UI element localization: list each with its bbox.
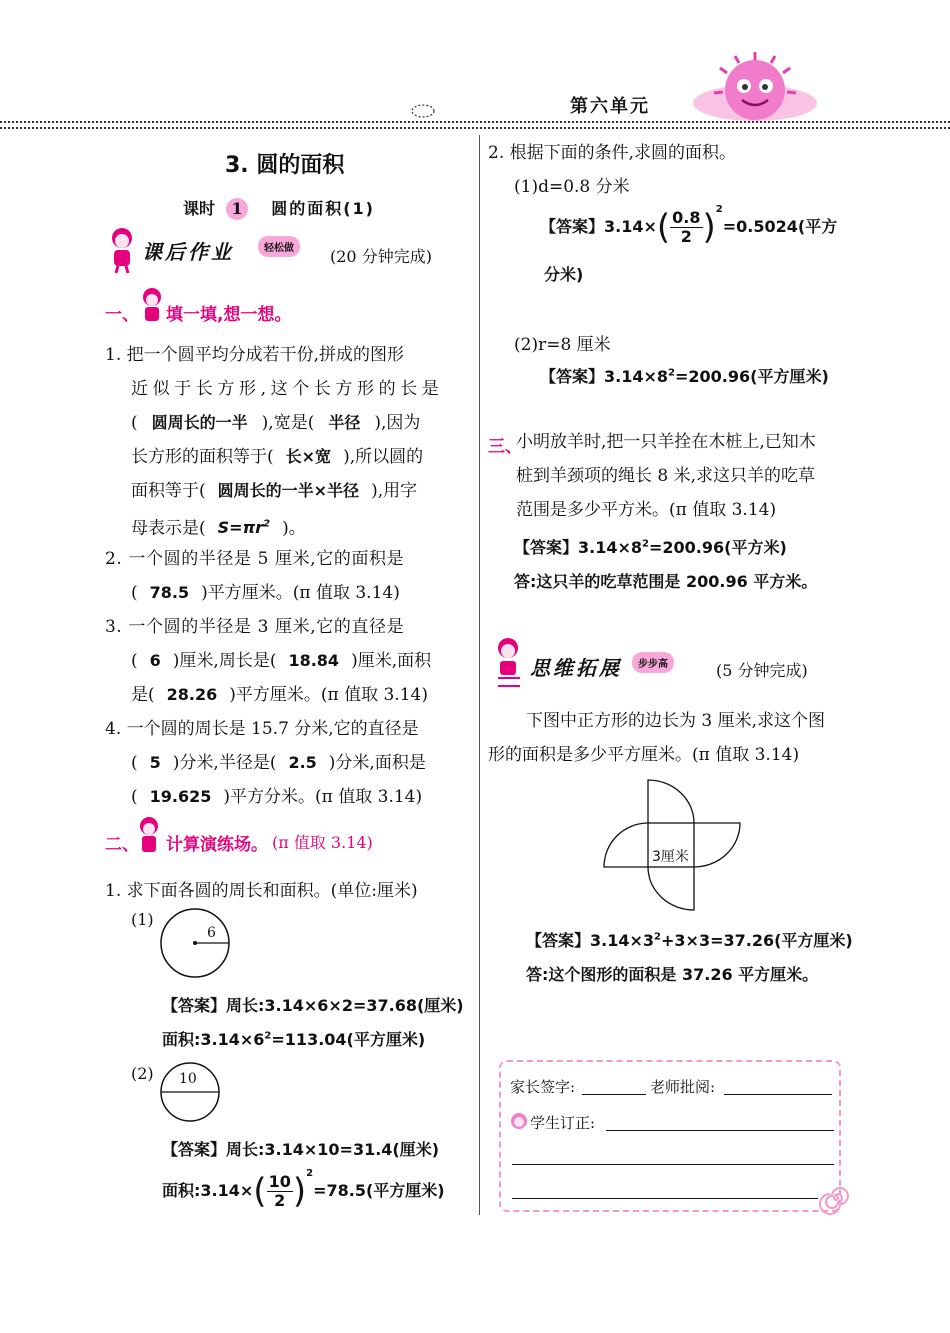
q1-text-4b: ),所以圆的 bbox=[343, 447, 424, 467]
q1-text-4a: 长方形的面积等于( bbox=[131, 447, 274, 467]
r-q2: 2. 根据下面的条件,求圆的面积。 bbox=[488, 143, 737, 163]
fraction-0.8-2 bbox=[670, 209, 702, 246]
circle-figure-1 bbox=[158, 906, 232, 980]
q1-answer-5-text: S=πr bbox=[217, 518, 264, 538]
r-q3-answer-b: =200.96(平方米) bbox=[649, 538, 787, 557]
ext-sup: 2 bbox=[654, 931, 661, 943]
q3-paren-open: ( bbox=[131, 651, 138, 671]
ext-answer-a: 【答案】3.14×3 bbox=[526, 931, 655, 950]
paren-open: ( bbox=[253, 1171, 267, 1212]
q1-text-6b: )。 bbox=[282, 518, 306, 539]
q1-text-3c: ),因为 bbox=[374, 413, 421, 433]
q2-line1: 2. 一个圆的半径是 5 厘米,它的面积是 bbox=[105, 549, 405, 569]
r-q3-answer-2: 答:这只羊的吃草范围是 200.96 平方米。 bbox=[514, 572, 818, 591]
r-q3-answer bbox=[514, 535, 787, 558]
r-q2b-answer-b: =200.96(平方厘米) bbox=[675, 367, 829, 386]
q4-answer-3: 19.625 bbox=[149, 787, 212, 806]
r-q3-sup: 2 bbox=[642, 538, 649, 550]
parent-sign-label: 家长签字: bbox=[510, 1078, 576, 1096]
lesson-line bbox=[183, 196, 375, 220]
teacher-sign-label: 老师批阅: bbox=[650, 1078, 716, 1096]
q1-line1: 1. 把一个圆平均分成若干份,拼成的图形 bbox=[105, 345, 405, 365]
q3-text-3b: )平方厘米。(π 值取 3.14) bbox=[229, 685, 428, 705]
sec2-p2-answer-2b: =78.5(平方厘米) bbox=[313, 1181, 445, 1200]
q2-answer-1: 78.5 bbox=[149, 583, 190, 602]
sec2-p2-answer-1: 【答案】周长:3.14×10=31.4(厘米) bbox=[162, 1140, 440, 1159]
section-2-title: 计算演练场。 bbox=[166, 835, 268, 855]
q4-paren-open: ( bbox=[131, 753, 138, 773]
r-q2b-sup: 2 bbox=[668, 367, 675, 379]
q1-line6 bbox=[131, 508, 306, 545]
ext-answer-b: +3×3=37.26(平方厘米) bbox=[661, 931, 853, 950]
q1-text-6a: 母表示是( bbox=[131, 518, 206, 539]
q1-answer-5-sup: 2 bbox=[263, 519, 271, 530]
r-q3-line1: 小明放羊时,把一只羊拴在木桩上,已知木 bbox=[516, 432, 816, 452]
section-2-label: 二、 bbox=[105, 835, 139, 855]
frac-denominator: 2 bbox=[274, 1191, 286, 1210]
header-swirl-icon bbox=[410, 102, 436, 120]
homework-kid-icon bbox=[104, 226, 140, 274]
ext-line1: 下图中正方形的边长为 3 厘米,求这个图 bbox=[526, 711, 826, 731]
q1-line5 bbox=[131, 474, 417, 508]
q3-line3 bbox=[131, 678, 428, 712]
q4-text-3b: )平方分米。(π 值取 3.14) bbox=[223, 787, 423, 807]
r-q2a-answer-2: =0.5024(平方 bbox=[722, 217, 838, 236]
q4-answer-1: 5 bbox=[149, 753, 161, 772]
q3-text-2b: )厘米,周长是( bbox=[172, 651, 277, 671]
q4-text-2b: )分米,半径是( bbox=[172, 753, 277, 773]
figure-side-label: 3厘米 bbox=[652, 849, 689, 865]
q1-text-5a: 面积等于( bbox=[131, 481, 206, 501]
lesson-name: 圆的面积(1) bbox=[271, 199, 375, 218]
frac-numerator-2: 0.8 bbox=[672, 208, 701, 227]
q1-line2: 近似于长方形,这个长方形的长是 bbox=[131, 379, 444, 399]
sec2-p1-answer-2 bbox=[162, 1027, 425, 1050]
column-divider bbox=[479, 135, 480, 1215]
q3-answer-2: 18.84 bbox=[288, 651, 340, 670]
q1-answer-2: 半径 bbox=[328, 413, 361, 432]
r-q3-line3: 范围是多少平方米。(π 值取 3.14) bbox=[516, 500, 777, 520]
fraction-10-2 bbox=[267, 1173, 293, 1210]
q3-text-2c: )厘米,面积 bbox=[351, 651, 432, 671]
r-q2b-answer-a: 【答案】3.14×8 bbox=[540, 367, 669, 386]
lesson-number-badge: 1 bbox=[226, 198, 248, 220]
q1-line3 bbox=[131, 406, 420, 440]
circle-figure-2 bbox=[158, 1060, 222, 1124]
unit-title: 第六单元 bbox=[570, 96, 650, 117]
extension-badge: 步步高 bbox=[632, 652, 674, 673]
r-q2a-answer bbox=[540, 204, 837, 246]
sec2-p2-answer-2-sup: 2 bbox=[306, 1168, 314, 1179]
student-correction-field[interactable] bbox=[606, 1130, 834, 1131]
r-q3-line2: 桩到羊颈项的绳长 8 米,求这只羊的吃草 bbox=[516, 466, 816, 486]
sec2-p2-answer-2a: 面积:3.14× bbox=[162, 1181, 254, 1200]
section-2-note: (π 值取 3.14) bbox=[272, 833, 373, 852]
sec2-p1-answer-1: 【答案】周长:3.14×6×2=37.68(厘米) bbox=[162, 996, 464, 1015]
sec2-p1-answer-2a: 面积:3.14×6 bbox=[162, 1030, 265, 1049]
sun-mascot-icon bbox=[690, 48, 820, 126]
ext-answer bbox=[526, 928, 853, 951]
circle-1-radius-label: 6 bbox=[207, 925, 216, 941]
q1-answer-1: 圆周长的一半 bbox=[151, 413, 248, 432]
ext-line2: 形的面积是多少平方厘米。(π 值取 3.14) bbox=[488, 745, 800, 765]
header-dotted-line-2 bbox=[0, 127, 950, 129]
homework-badge: 轻松做 bbox=[258, 236, 300, 257]
r-q2a-answer-1: 【答案】3.14× bbox=[540, 217, 657, 236]
section-1-label: 一、 bbox=[105, 305, 139, 325]
extension-time: (5 分钟完成) bbox=[716, 661, 808, 680]
sec2-p1-label: (1) bbox=[131, 910, 154, 929]
r-q2a-sup: 2 bbox=[715, 204, 723, 215]
q1-answer-3: 长×宽 bbox=[285, 447, 332, 466]
sec2-p1-answer-2b: =113.04(平方厘米) bbox=[271, 1030, 426, 1049]
sec2-p2-answer-2 bbox=[162, 1168, 445, 1210]
q4-answer-2: 2.5 bbox=[288, 753, 317, 772]
spiral-icon bbox=[818, 1180, 854, 1216]
q3-answer-3: 28.26 bbox=[166, 685, 218, 704]
paren-close: ) bbox=[292, 1171, 307, 1212]
r-q3-answer-a: 【答案】3.14×8 bbox=[514, 538, 643, 557]
sec2-q1: 1. 求下面各圆的周长和面积。(单位:厘米) bbox=[105, 881, 418, 901]
section-3-label: 三、 bbox=[488, 437, 522, 457]
q3-line1: 3. 一个圆的半径是 3 厘米,它的直径是 bbox=[105, 617, 405, 637]
page-title: 3. 圆的面积 bbox=[225, 153, 345, 178]
sec2-p1-answer-2-sup: 2 bbox=[264, 1030, 272, 1042]
homework-banner: 课后作业 bbox=[142, 240, 234, 264]
extension-banner: 思维拓展 bbox=[530, 656, 622, 680]
correction-line-2[interactable] bbox=[512, 1164, 834, 1165]
q3-answer-1: 6 bbox=[149, 651, 161, 670]
q1-answer-4: 圆周长的一半×半径 bbox=[217, 481, 360, 500]
extension-kid-icon bbox=[490, 636, 530, 690]
q3-text-3a: 是( bbox=[131, 685, 155, 705]
circle-2-diameter-label: 10 bbox=[179, 1071, 197, 1087]
section-1-kid-icon bbox=[138, 287, 166, 327]
r-q2b-answer bbox=[540, 364, 829, 387]
q2-line2 bbox=[131, 576, 400, 610]
q3-line2 bbox=[131, 644, 431, 678]
student-correction-label: 学生订正: bbox=[530, 1114, 596, 1132]
q1-text-5b: ),用字 bbox=[371, 481, 418, 501]
lesson-prefix: 课时 bbox=[183, 199, 216, 218]
ext-answer-2: 答:这个图形的面积是 37.26 平方厘米。 bbox=[526, 965, 819, 984]
q2-paren-open: ( bbox=[131, 583, 138, 603]
frac-denominator-2: 2 bbox=[680, 227, 692, 246]
r-q2a: (1)d=0.8 分米 bbox=[514, 177, 630, 197]
student-face-icon bbox=[510, 1112, 528, 1130]
correction-line-3[interactable] bbox=[512, 1198, 818, 1199]
section-1-title: 填一填,想一想。 bbox=[166, 305, 292, 325]
q4-paren-open-2: ( bbox=[131, 787, 138, 807]
frac-numerator: 10 bbox=[268, 1172, 291, 1191]
teacher-sign-field[interactable] bbox=[724, 1094, 832, 1095]
q4-line2 bbox=[131, 746, 426, 780]
q1-answer-5 bbox=[218, 518, 270, 537]
section-2-kid-icon bbox=[134, 816, 164, 858]
parent-sign-field[interactable] bbox=[582, 1094, 646, 1095]
q1-paren-open: ( bbox=[131, 413, 138, 433]
q4-text-2c: )分米,面积是 bbox=[328, 753, 426, 773]
q2-text-2b: )平方厘米。(π 值取 3.14) bbox=[201, 583, 400, 603]
sec2-p2-label: (2) bbox=[131, 1064, 154, 1083]
paren-open-2: ( bbox=[656, 207, 671, 248]
q1-line4 bbox=[131, 440, 423, 474]
r-q2b: (2)r=8 厘米 bbox=[514, 335, 611, 355]
q4-line1: 4. 一个圆的周长是 15.7 分米,它的直径是 bbox=[105, 719, 419, 739]
q4-line3 bbox=[131, 780, 422, 814]
homework-time: (20 分钟完成) bbox=[330, 247, 432, 266]
paren-close-2: ) bbox=[702, 207, 716, 248]
q1-text-3b: ),宽是( bbox=[261, 413, 315, 433]
r-q2a-answer-3: 分米) bbox=[544, 265, 584, 284]
